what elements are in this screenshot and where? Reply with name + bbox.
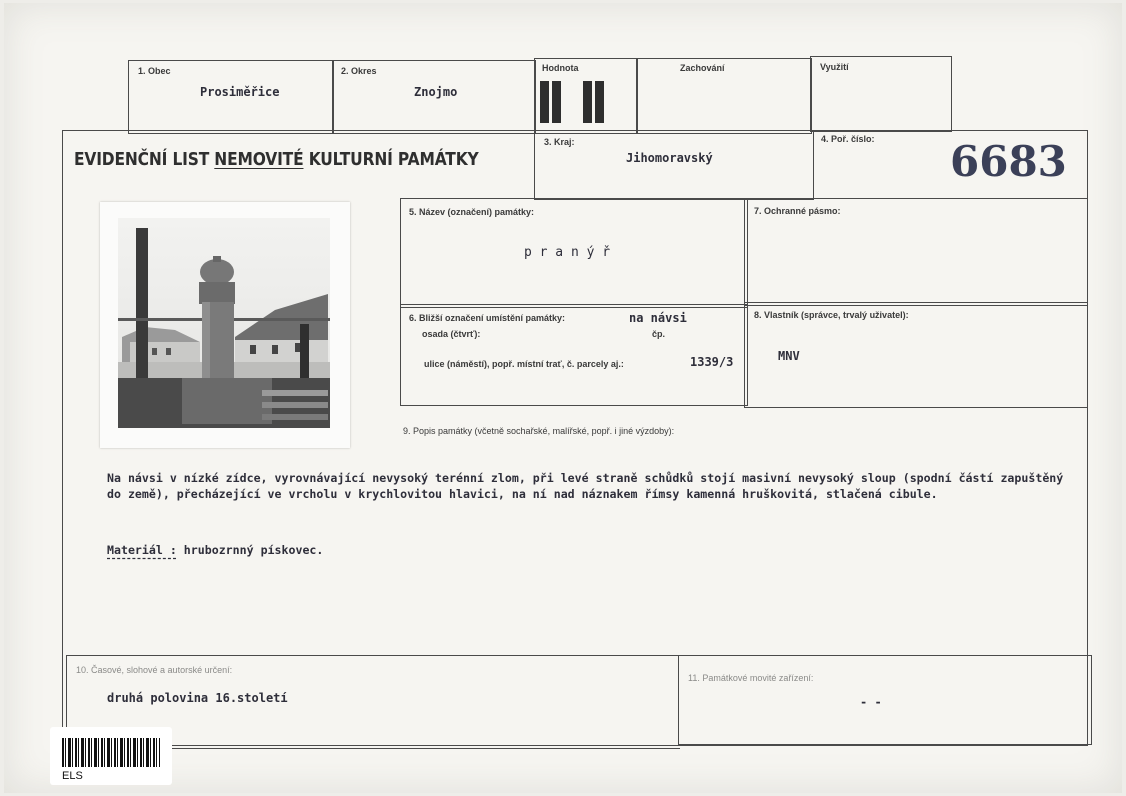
barcode-icon [62,738,160,767]
por-cislo-label: 4. Poř. číslo: [821,134,875,144]
record-number: 6683 [950,137,1067,186]
vyuziti-label: Využití [820,62,849,72]
okres-label: 2. Okres [341,66,377,76]
barcode-label [50,727,172,785]
umisteni-label: 6. Bližší označení umístění památky: [409,313,566,323]
okres-value: Znojmo [414,85,458,99]
vlastnik-value: MNV [778,349,800,363]
material-key: Materiál : [107,543,177,557]
ulice-label: ulice (náměstí), popř. místní trať, č. parcely aj.: [424,359,624,369]
monument-photo [100,202,350,448]
obec-value: Prosiměřice [200,85,280,99]
osada-label: osada (čtvrť): [422,329,481,339]
document-title: EVIDENČNÍ LIST NEMOVITÉ KULTURNÍ PAMÁTKY [74,149,479,170]
hodnota-label: Hodnota [542,63,579,73]
kraj-value: Jihomoravský [626,151,713,165]
field-movite-zarizeni-box [678,655,1092,745]
material-line [107,543,323,557]
vlastnik-label: 8. Vlastník (správce, trvalý uživatel): [754,310,909,320]
kraj-label: 3. Kraj: [544,137,575,147]
grade-mark [540,81,604,123]
material-value: hrubozrnný pískovec. [176,543,324,557]
movite-zarizeni-value: - - [860,695,882,709]
urceni-value: druhá polovina 16.století [107,691,288,705]
popis-text: Na návsi v nízké zídce, vyrovnávající nevysoký terénní zlom, při levé straně schůdků stojí masivní nevysoký sloup (spodní částí zapuštěný do země), přecházející ve vrcholu v krychlovitou hlavici, na ní nad náznakem římsy kamenná hruškovitá, stlačená cibule. [107,471,1064,501]
barcode-text: ELS [62,770,83,782]
ochranne-pasmo-label: 7. Ochranné pásmo: [754,206,841,216]
nazev-label: 5. Název (označení) památky: [409,207,535,217]
obec-label: 1. Obec [138,66,171,76]
movite-zarizeni-label: 11. Památkové movité zařízení: [688,673,814,683]
popis-label: 9. Popis památky (včetně sochařské, malířské, popř. i jiné výzdoby): [403,426,675,436]
field-kraj-box [534,130,814,200]
urceni-label: 10. Časové, slohové a autorské určení: [76,665,233,675]
nazev-value: p r a n ý ř [524,245,611,260]
record-sheet [4,3,1122,793]
zachovani-label: Zachování [680,63,725,73]
umisteni-value: na návsi [629,311,687,325]
pillory-photo-image [100,202,350,448]
cp-label: čp. [652,329,666,339]
parcel-value: 1339/3 [690,355,734,369]
